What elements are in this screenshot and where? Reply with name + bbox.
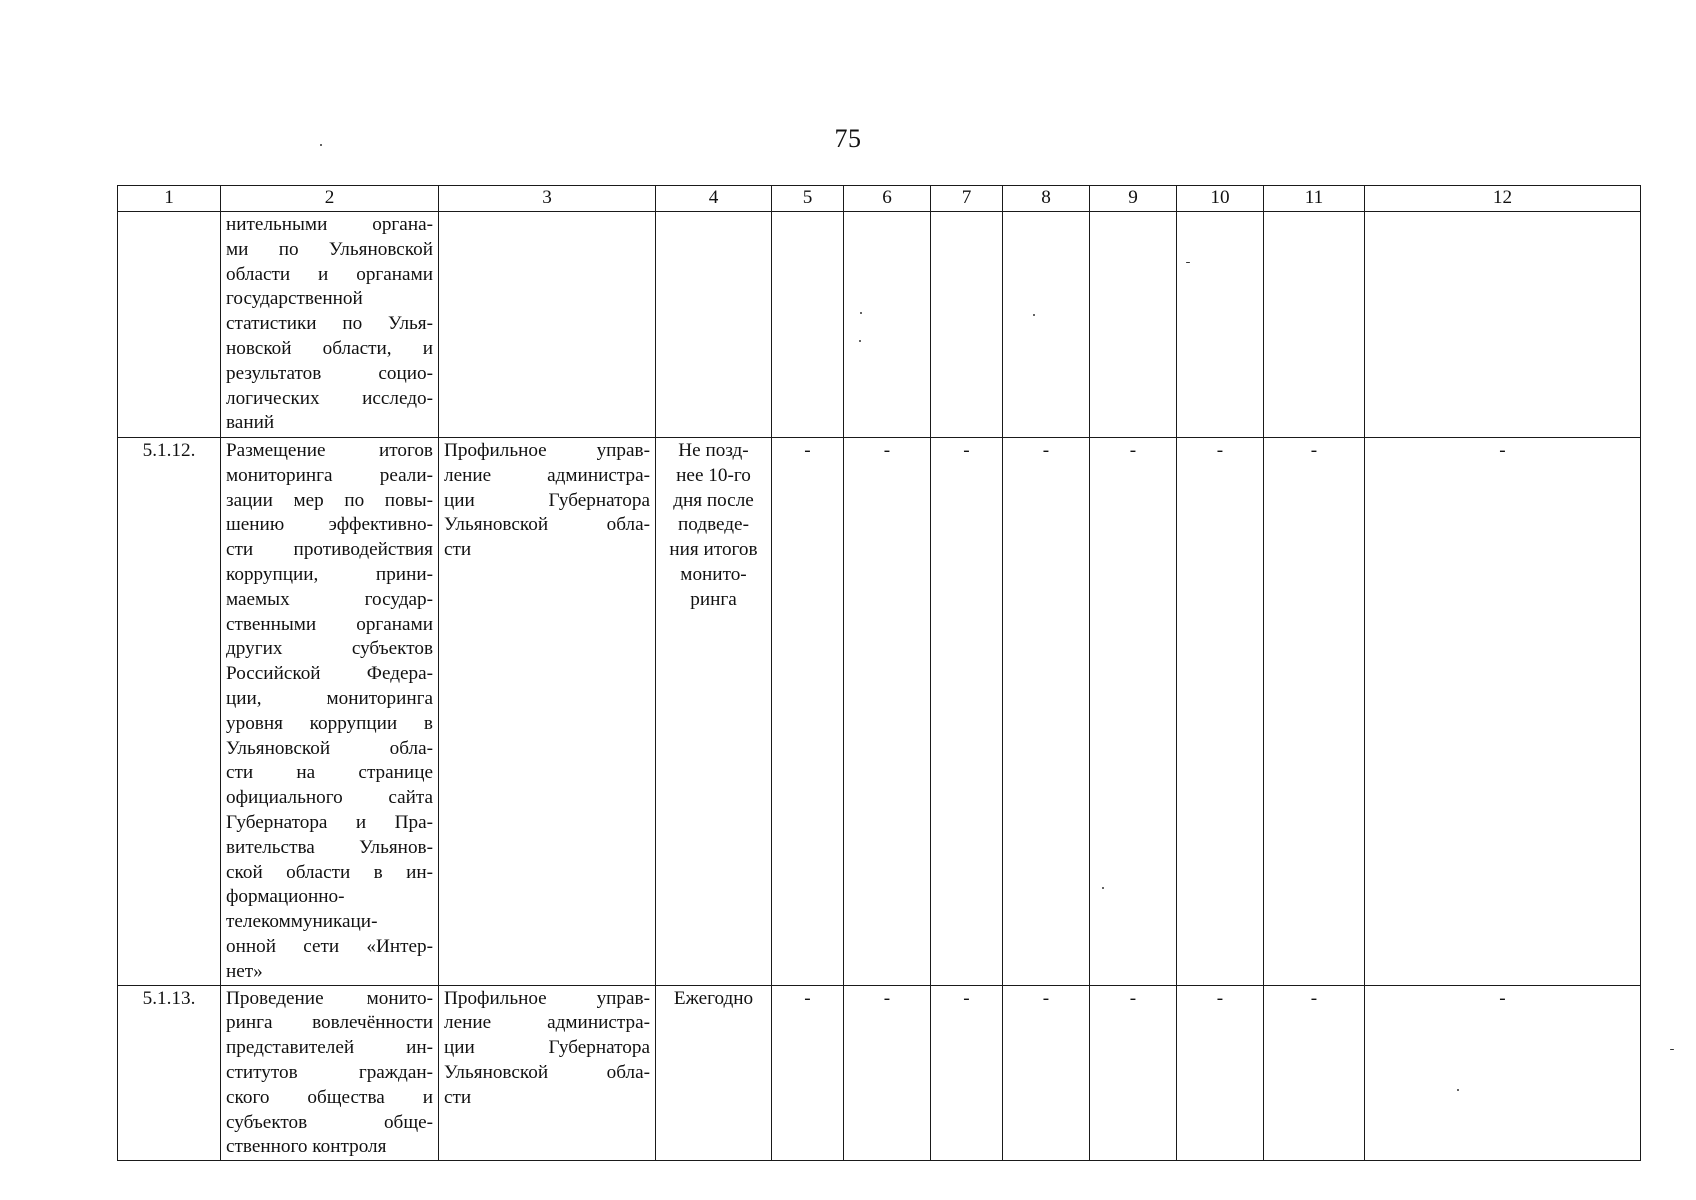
column-header-5: 5 <box>772 186 844 212</box>
column-10-cell <box>1177 212 1264 438</box>
responsible-executor-line: Профильное управ- <box>444 987 650 1009</box>
column-9-cell: - <box>1090 985 1177 1161</box>
measure-description-line: Российской Федера- <box>226 663 433 685</box>
measure-description-line: сти противодействия <box>226 539 433 561</box>
responsible-executor-line: ление администра- <box>444 1012 650 1034</box>
column-header-2: 2 <box>221 186 439 212</box>
measure-description-line: других субъектов <box>226 638 433 660</box>
column-header-6: 6 <box>844 186 931 212</box>
column-header-9: 9 <box>1090 186 1177 212</box>
header-row <box>118 186 1641 212</box>
column-11-cell <box>1264 212 1365 438</box>
measure-description-line: сти на странице <box>226 762 433 784</box>
measure-description-line: онной сети «Интер- <box>226 935 433 957</box>
measure-description-line: официального сайта <box>226 787 433 809</box>
measure-description-line: Губернатора и Пра- <box>226 811 433 833</box>
scan-speck <box>1186 262 1190 263</box>
table-row <box>118 438 1641 986</box>
responsible-executor-line: ции Губернатора <box>444 1037 650 1059</box>
measure-description-line: коррупции, прини- <box>226 563 433 585</box>
column-10-cell: - <box>1177 438 1264 986</box>
responsible-executor <box>439 212 656 438</box>
measure-description-line: нет» <box>226 960 263 982</box>
responsible-executor-line: Профильное управ- <box>444 440 650 461</box>
column-9-cell <box>1090 212 1177 438</box>
measure-description-line: ственными органами <box>226 613 433 635</box>
column-7-cell: - <box>931 438 1003 986</box>
measure-description-line: ции, мониторинга <box>226 687 433 709</box>
measure-description-line: уровня коррупции в <box>226 712 433 734</box>
document-table <box>117 185 1641 1161</box>
measure-description-line: формационно- <box>226 886 345 908</box>
measure-description <box>221 985 439 1161</box>
measure-description-line: маемых государ- <box>226 588 433 610</box>
column-6-cell: - <box>844 985 931 1161</box>
measure-description-line: нительными органа- <box>226 214 433 235</box>
measure-description-line: статистики по Улья- <box>226 313 433 335</box>
scan-speck <box>1102 887 1104 889</box>
measure-description-line: ского общества и <box>226 1086 433 1108</box>
measure-description-line: логических исследо- <box>226 387 433 409</box>
column-header-12: 12 <box>1365 186 1641 212</box>
measure-description-line: вительства Ульянов- <box>226 836 433 858</box>
column-header-11: 11 <box>1264 186 1365 212</box>
item-number: 5.1.13. <box>118 985 221 1161</box>
measure-description-line: ваний <box>226 412 275 434</box>
responsible-executor-line: ции Губернатора <box>444 489 650 511</box>
column-header-3: 3 <box>439 186 656 212</box>
column-12-cell <box>1365 212 1641 438</box>
column-5-cell <box>772 212 844 438</box>
measure-description-line: новской области, и <box>226 337 433 359</box>
deadline <box>656 212 772 438</box>
item-number <box>118 212 221 438</box>
column-header-4: 4 <box>656 186 772 212</box>
measure-description <box>221 212 439 438</box>
measure-description-line: ской области в ин- <box>226 861 433 883</box>
scan-speck <box>320 144 322 146</box>
column-header-1: 1 <box>118 186 221 212</box>
responsible-executor <box>439 985 656 1161</box>
measure-description-line: субъектов обще- <box>226 1111 433 1133</box>
measure-description-line: Размещение итогов <box>226 440 433 461</box>
deadline-line: ния итогов <box>669 539 758 561</box>
column-8-cell: - <box>1003 985 1090 1161</box>
scan-speck <box>1670 1049 1674 1050</box>
column-6-cell: - <box>844 438 931 986</box>
measure-description-line: ми по Ульяновской <box>226 238 433 260</box>
table-row <box>118 985 1641 1161</box>
responsible-executor-line: ление администра- <box>444 464 650 486</box>
item-number: 5.1.12. <box>118 438 221 986</box>
column-7-cell <box>931 212 1003 438</box>
column-header-8: 8 <box>1003 186 1090 212</box>
measure-description-line: мониторинга реали- <box>226 464 433 486</box>
column-8-cell <box>1003 212 1090 438</box>
scan-speck <box>1457 1089 1459 1091</box>
column-10-cell: - <box>1177 985 1264 1161</box>
column-5-cell: - <box>772 438 844 986</box>
deadline-line: монито- <box>680 563 747 585</box>
deadline <box>656 438 772 986</box>
responsible-executor-line: сти <box>444 539 472 561</box>
deadline-line: Ежегодно <box>673 987 754 1009</box>
column-12-cell: - <box>1365 438 1641 986</box>
measure-description-line: Проведение монито- <box>226 987 433 1009</box>
measure-description-line: государственной <box>226 288 363 310</box>
responsible-executor-line: Ульяновской обла- <box>444 1061 650 1083</box>
measure-description-line: представителей ин- <box>226 1037 433 1059</box>
measure-description-line: ститутов граждан- <box>226 1061 433 1083</box>
measure-description-line: телекоммуникаци- <box>226 911 378 933</box>
measure-description-line: результатов социо- <box>226 362 433 384</box>
column-7-cell: - <box>931 985 1003 1161</box>
measure-description-line: шению эффективно- <box>226 514 433 536</box>
deadline-line: Не позд- <box>678 440 749 461</box>
column-11-cell: - <box>1264 438 1365 986</box>
deadline-line: подведе- <box>678 514 749 536</box>
column-header-10: 10 <box>1177 186 1264 212</box>
scan-speck <box>860 312 862 314</box>
scan-speck <box>859 340 861 342</box>
measure-description-line: ственного контроля <box>226 1136 387 1158</box>
measure-description-line: Ульяновской обла- <box>226 737 433 759</box>
scan-speck <box>1033 314 1035 316</box>
column-6-cell <box>844 212 931 438</box>
deadline-line: нее 10-го <box>676 464 751 486</box>
measure-description-line: области и органами <box>226 263 433 285</box>
responsible-executor-line: сти <box>444 1086 472 1108</box>
page-number: 75 <box>834 124 862 153</box>
column-5-cell: - <box>772 985 844 1161</box>
measure-description <box>221 438 439 986</box>
responsible-executor <box>439 438 656 986</box>
deadline <box>656 985 772 1161</box>
column-8-cell: - <box>1003 438 1090 986</box>
deadline-line: дня после <box>673 489 754 511</box>
responsible-executor-line: Ульяновской обла- <box>444 514 650 536</box>
column-12-cell: - <box>1365 985 1641 1161</box>
column-header-7: 7 <box>931 186 1003 212</box>
measure-description-line: зации мер по повы- <box>226 489 433 511</box>
measure-description-line: ринга вовлечённости <box>226 1012 433 1034</box>
column-9-cell: - <box>1090 438 1177 986</box>
deadline-line: ринга <box>690 588 737 610</box>
table-row <box>118 212 1641 438</box>
column-11-cell: - <box>1264 985 1365 1161</box>
